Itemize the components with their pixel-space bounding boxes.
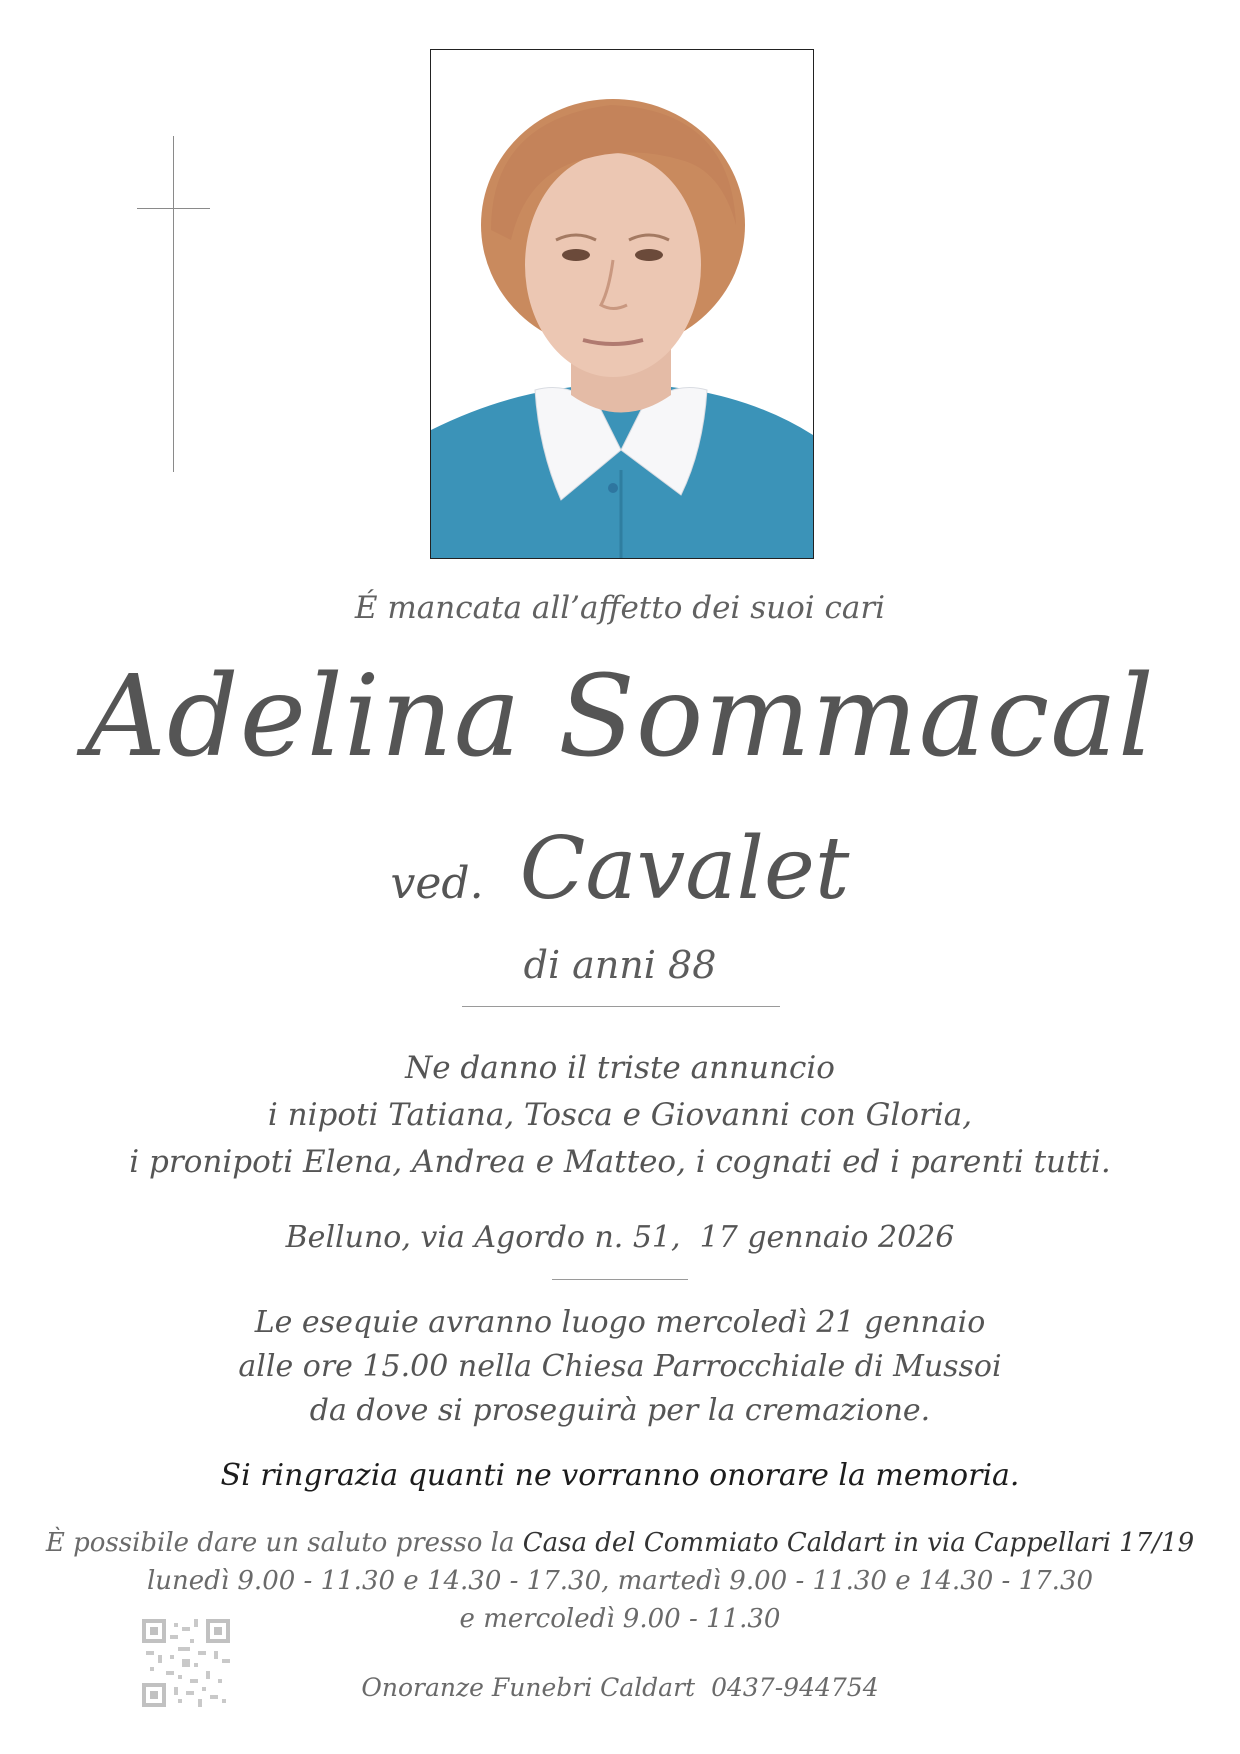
widow-line [0,819,1240,919]
thanks-text: Si ringrazia quanti ne vorranno onorare la memoria. [220,1458,1020,1493]
funeral-line: alle ore 15.00 nella Chiesa Parrocchiale di Mussoi [238,1349,1002,1384]
widow-surname: Cavalet [519,819,850,919]
funeral-details [0,1301,1240,1433]
funeral-home-name: Onoranze Funebri Caldart [361,1673,696,1702]
widow-prefix: ved. [390,858,484,909]
funeral-line: Le esequie avranno luogo mercoledì 21 gennaio [254,1305,986,1340]
announcement-line: Ne danno il triste annuncio [405,1050,835,1086]
announcement-line: i pronipoti Elena, Andrea e Matteo, i cognati ed i parenti tutti. [129,1144,1111,1180]
visit-location-line [0,1524,1240,1562]
place-date: Belluno, via Agordo n. 51, 17 gennaio 2026 [285,1220,955,1255]
divider [462,1006,780,1007]
funeral-line: da dove si proseguirà per la cremazione. [309,1393,931,1428]
portrait-photo [430,49,814,559]
footer [0,1673,1240,1702]
visit-hours: e mercoledì 9.00 - 11.30 [459,1604,781,1634]
intro-text: É mancata all’affetto dei suoi cari [354,590,886,626]
age-text: di anni 88 [523,943,717,987]
visit-prefix: È possibile dare un saluto presso la [45,1528,523,1558]
funeral-home-phone: 0437-944754 [711,1673,879,1702]
visit-location: Casa del Commiato Caldart in via Cappellari 17/19 [522,1528,1195,1558]
announcement [0,1045,1240,1186]
visit-hours: lunedì 9.00 - 11.30 e 14.30 - 17.30, martedì 9.00 - 11.30 e 14.30 - 17.30 [146,1566,1094,1596]
announcement-line: i nipoti Tatiana, Tosca e Giovanni con Gloria, [267,1097,973,1133]
deceased-name: Adelina Sommacal [85,652,1155,782]
divider [552,1279,688,1280]
